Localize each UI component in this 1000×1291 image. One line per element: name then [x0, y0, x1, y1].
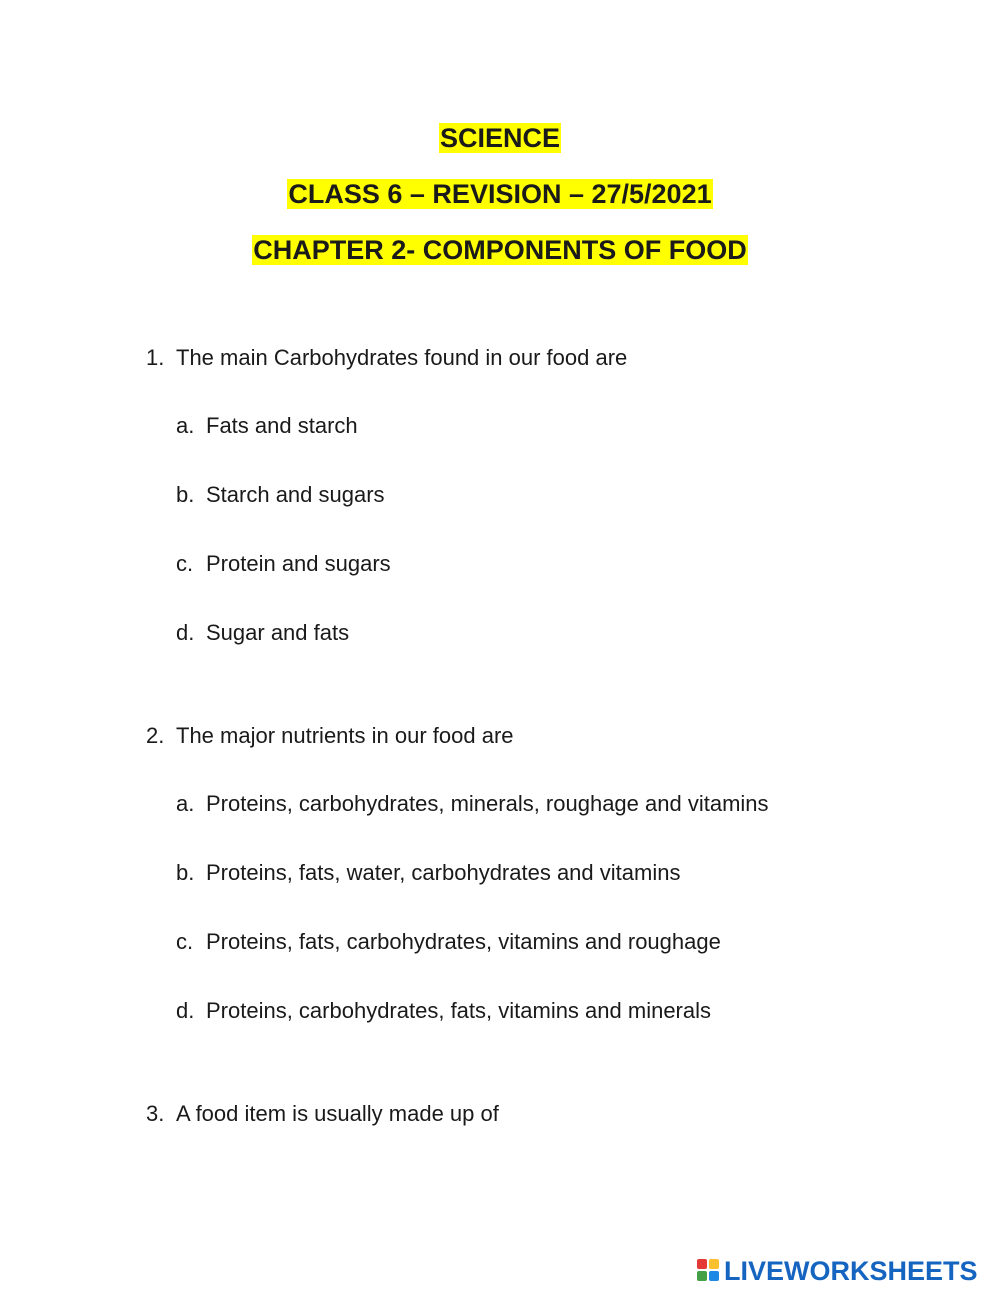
question-text: The major nutrients in our food are [176, 723, 514, 748]
option-text[interactable]: Proteins, carbohydrates, minerals, roughage and vitamins [206, 791, 769, 816]
option-text[interactable]: Proteins, fats, water, carbohydrates and vitamins [206, 860, 681, 885]
option-text[interactable]: Proteins, carbohydrates, fats, vitamins and minerals [206, 998, 712, 1023]
option-text[interactable]: Protein and sugars [206, 551, 391, 576]
question-number: 3. [146, 1101, 165, 1126]
question-number: 2. [146, 723, 165, 748]
question-text: A food item is usually made up of [176, 1101, 499, 1126]
liveworksheets-brand [697, 1256, 978, 1286]
title-subject [0, 120, 1000, 156]
option-letter: c. [176, 551, 194, 576]
option-text[interactable]: Starch and sugars [206, 482, 385, 507]
question-number: 1. [146, 345, 165, 370]
question-text: The main Carbohydrates found in our food are [176, 345, 628, 370]
option-text[interactable]: Sugar and fats [206, 620, 350, 645]
option-letter: d. [176, 620, 195, 645]
title-subject-text: SCIENCE [439, 123, 561, 153]
title-class-line-text: CLASS 6 – REVISION – 27/5/2021 [288, 179, 712, 209]
title-class-line [0, 176, 1000, 212]
option-text[interactable]: Proteins, fats, carbohydrates, vitamins and roughage [206, 929, 721, 954]
brand-name: LIVEWORKSHEETS [724, 1255, 978, 1286]
option-letter: b. [176, 860, 195, 885]
option-letter: b. [176, 482, 195, 507]
liveworksheets-logo-icon [697, 1259, 721, 1283]
option-letter: c. [176, 929, 194, 954]
option-letter: d. [176, 998, 195, 1023]
title-chapter [0, 232, 1000, 268]
option-letter: a. [176, 413, 195, 438]
title-chapter-text: CHAPTER 2- COMPONENTS OF FOOD [253, 235, 747, 265]
option-letter: a. [176, 791, 195, 816]
option-text[interactable]: Fats and starch [206, 413, 358, 438]
